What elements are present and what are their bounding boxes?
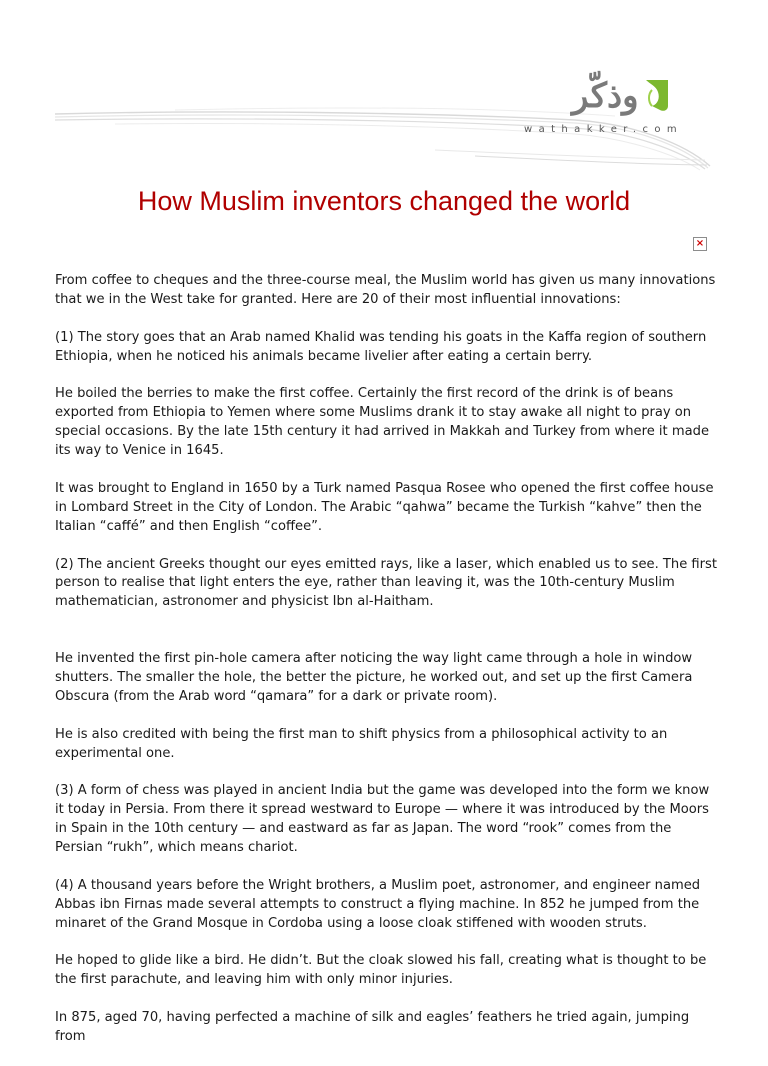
article-paragraph: In 875, aged 70, having perfected a machine of silk and eagles’ feathers he tried again, jumping from [55, 1010, 690, 1045]
article-paragraph: (1) The story goes that an Arab named Khalid was tending his goats in the Kaffa region of southern Ethiopia, when he noticed his animals became livelier after eating a certain berry. [55, 329, 707, 364]
article-paragraph: (3) A form of chess was played in ancient India but the game was developed into the form we know it today in Persia. From there it spread westward to Europe — where it was introduced by the Moors in Spain in the 10th century — and eastward as far as Japan. The word “rook” comes from the Persian “rukh”, which means chariot. [55, 783, 710, 856]
article-paragraph: (2) The ancient Greeks thought our eyes emitted rays, like a laser, which enabled us to see. The first person to realise that light enters the eye, rather than leaving it, was the 10th-century Muslim mathematician, astronomer and physicist Ibn al-Haitham. [55, 556, 718, 610]
article-title: How Muslim inventors changed the world [137, 186, 631, 216]
logo-leaf-icon [638, 76, 672, 114]
logo-arabic-wordmark: وذكّر [572, 76, 639, 116]
broken-image-glyph: × [695, 238, 705, 249]
article-paragraph: It was brought to England in 1650 by a Turk named Pasqua Rosee who opened the first coffee house in Lombard Street in the City of London. The Arabic “qahwa” became the Turkish “kahve” then the Italian “caffé” and then English “coffee”. [55, 480, 714, 534]
page-header [0, 60, 768, 170]
article-paragraph: He is also credited with being the first man to shift physics from a philosophical activity to an experimental one. [55, 726, 668, 761]
article-paragraph: He hoped to glide like a bird. He didn’t. But the cloak slowed his fall, creating what is thought to be the first parachute, and leaving him with only minor injuries. [55, 953, 707, 988]
article-paragraph: He boiled the berries to make the first coffee. Certainly the first record of the drink is of beans exported from Ethiopia to Yemen where some Muslims drank it to stay awake all night to pray on special occasions. By the late 15th century it had arrived in Makkah and Turkey from where it made its way to Venice in 1645. [55, 386, 709, 459]
broken-image-icon [693, 237, 707, 251]
wathakker-logo[interactable] [520, 74, 710, 154]
article-paragraph: He invented the first pin-hole camera after noticing the way light came through a hole in window shutters. The smaller the hole, the better the picture, he worked out, and set up the first Camera Obscura (from the Arab word “qamara” for a dark or private room). [55, 651, 693, 704]
article-paragraph: (4) A thousand years before the Wright brothers, a Muslim poet, astronomer, and engineer named Abbas ibn Firnas made several attempts to construct a flying machine. In 852 he jumped from the minaret of the Grand Mosque in Cordoba using a loose cloak stiffened with wooden struts. [55, 877, 701, 931]
article-paragraph: From coffee to cheques and the three-course meal, the Muslim world has given us many innovations that we in the West take for granted. Here are 20 of their most influential innovations: [55, 273, 716, 307]
logo-domain-text: wathakker.com [524, 124, 684, 135]
article-body [55, 272, 717, 1066]
